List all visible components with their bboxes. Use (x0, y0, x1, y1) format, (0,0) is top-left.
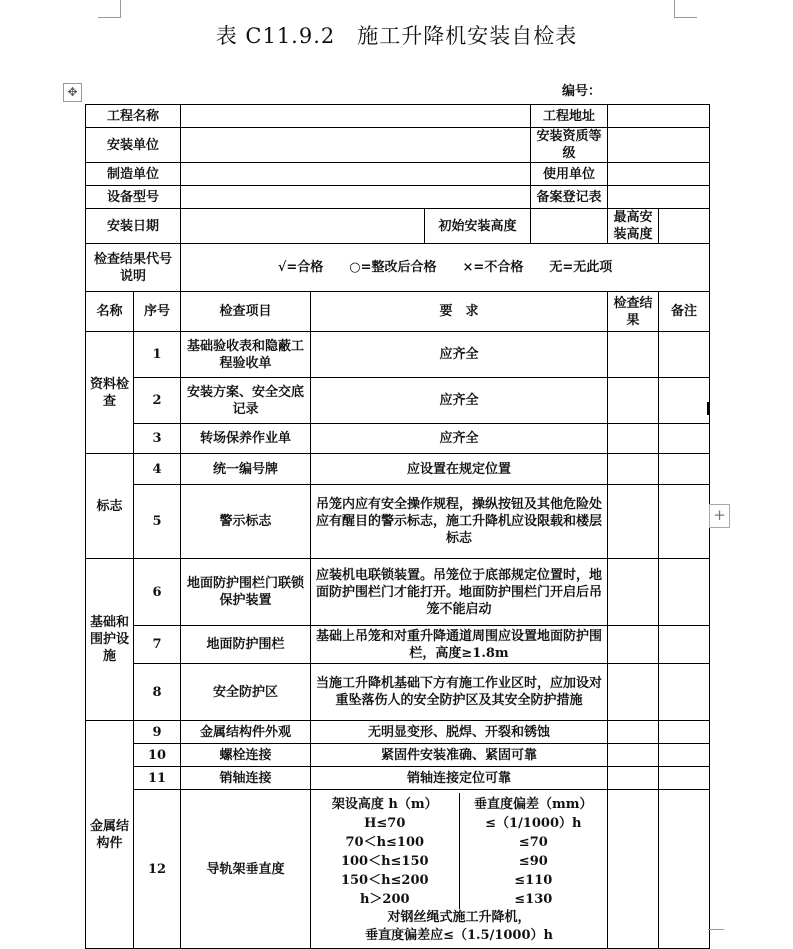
row-item: 导轨架垂直度 (181, 790, 311, 949)
row-requirement: 吊笼内应有安全操作规程，操纵按钮及其他危险处应有醒目的警示标志，施工升降机应设限载和楼层标志 (311, 485, 608, 559)
user-unit-value[interactable] (608, 163, 710, 186)
table-row (86, 454, 710, 485)
row-result-cell[interactable] (608, 378, 659, 424)
legend-fail: ×=不合格 (462, 260, 524, 275)
row-no: 1 (134, 332, 181, 378)
table-row (86, 664, 710, 721)
table-row (86, 559, 710, 626)
col-no: 序号 (134, 292, 181, 332)
deviation-column (459, 793, 607, 909)
col-result: 检查结果 (608, 292, 659, 332)
row-item: 地面防护围栏门联锁保护装置 (181, 559, 311, 626)
legend-fixed: ○=整改后合格 (349, 260, 437, 275)
deviation-limit: ≤（1/1000）h (485, 816, 582, 831)
user-unit-label: 使用单位 (531, 163, 608, 186)
row-result-cell[interactable] (608, 790, 659, 949)
installer-qualification-label: 安装资质等级 (531, 128, 608, 163)
group-metal: 金属结构件 (86, 721, 134, 949)
table-row (86, 790, 710, 949)
legend-na: 无=无此项 (549, 260, 613, 275)
row-remark-cell[interactable] (659, 664, 710, 721)
row-result-cell[interactable] (608, 485, 659, 559)
filing-record-value[interactable] (608, 186, 710, 209)
row-result-cell[interactable] (608, 664, 659, 721)
legend-row (86, 244, 710, 292)
height-column (311, 793, 459, 909)
document-title: 表 C11.9.2 施工升降机安装自检表 (215, 24, 578, 48)
row-remark-cell[interactable] (659, 485, 710, 559)
header-row-equipment (86, 186, 710, 209)
wire-rope-note-line2: 垂直度偏差应≤（1.5/1000）h (365, 928, 553, 943)
add-column-plus-icon[interactable]: + (709, 504, 730, 528)
row-remark-cell[interactable] (659, 424, 710, 454)
group-documents: 资料检查 (86, 332, 134, 454)
deviation-header: 垂直度偏差（mm） (474, 797, 593, 812)
header-row-project (86, 105, 710, 128)
height-range: 100＜h≤150 (340, 854, 429, 869)
group-signs: 标志 (86, 454, 134, 559)
row-remark-cell[interactable] (659, 767, 710, 790)
table-row (86, 424, 710, 454)
initial-height-label: 初始安装高度 (425, 209, 531, 244)
inspection-table (85, 104, 710, 949)
row-no: 3 (134, 424, 181, 454)
header-row-installer (86, 128, 710, 163)
deviation-limit: ≤110 (514, 873, 553, 888)
installer-value[interactable] (181, 128, 531, 163)
table-row (86, 626, 710, 664)
manufacturer-value[interactable] (181, 163, 531, 186)
row-no: 7 (134, 626, 181, 664)
deviation-limit: ≤90 (518, 854, 548, 869)
table-row (86, 744, 710, 767)
row-remark-cell[interactable] (659, 559, 710, 626)
table-row (86, 767, 710, 790)
row-item: 地面防护围栏 (181, 626, 311, 664)
row-requirement: 销轴连接定位可靠 (311, 767, 608, 790)
row-result-cell[interactable] (608, 332, 659, 378)
wire-rope-note-line1: 对钢丝绳式施工升降机， (387, 910, 531, 925)
row-no: 10 (134, 744, 181, 767)
project-name-value[interactable] (181, 105, 531, 128)
install-date-label: 安装日期 (86, 209, 181, 244)
row-item: 螺栓连接 (181, 744, 311, 767)
row-item: 安装方案、安全交底记录 (181, 378, 311, 424)
row-remark-cell[interactable] (659, 790, 710, 949)
height-range: 70＜h≤100 (345, 835, 425, 850)
height-range: H≤70 (364, 816, 406, 831)
row-result-cell[interactable] (608, 626, 659, 664)
row-no: 4 (134, 454, 181, 485)
row-no: 11 (134, 767, 181, 790)
row-no: 9 (134, 721, 181, 744)
height-range: 150＜h≤200 (340, 873, 429, 888)
project-name-label: 工程名称 (86, 105, 181, 128)
row-remark-cell[interactable] (659, 454, 710, 485)
row-no: 6 (134, 559, 181, 626)
crop-mark-top-left (98, 0, 121, 18)
row-requirement: 紧固件安装准确、紧固可靠 (311, 744, 608, 767)
row-result-cell[interactable] (608, 767, 659, 790)
table-row (86, 485, 710, 559)
column-header-row (86, 292, 710, 332)
row-requirement: 应齐全 (311, 424, 608, 454)
verticality-subtable (311, 793, 607, 945)
table-row (86, 378, 710, 424)
row-result-cell[interactable] (608, 454, 659, 485)
row-remark-cell[interactable] (659, 332, 710, 378)
filing-record-label: 备案登记表 (531, 186, 608, 209)
height-header: 架设高度 h（m） (331, 797, 438, 812)
row-requirement: 应齐全 (311, 332, 608, 378)
table-move-handle-icon[interactable]: ✥ (63, 83, 82, 102)
header-row-install-date (86, 209, 710, 244)
row-remark-cell[interactable] (659, 626, 710, 664)
col-requirement: 要 求 (311, 292, 608, 332)
row-result-cell[interactable] (608, 559, 659, 626)
group-foundation: 基础和围护设施 (86, 559, 134, 721)
col-name: 名称 (86, 292, 134, 332)
crop-mark-top-right (674, 0, 697, 18)
max-height-value[interactable] (659, 209, 710, 244)
row-no: 8 (134, 664, 181, 721)
equipment-model-label: 设备型号 (86, 186, 181, 209)
serial-number-label: 编号： (562, 84, 602, 99)
row-result-cell[interactable] (608, 721, 659, 744)
manufacturer-label: 制造单位 (86, 163, 181, 186)
deviation-limit: ≤130 (514, 892, 553, 907)
row-item: 转场保养作业单 (181, 424, 311, 454)
row-item: 基础验收表和隐蔽工程验收单 (181, 332, 311, 378)
legend-pass: √=合格 (277, 260, 324, 275)
deviation-limit: ≤70 (518, 835, 548, 850)
project-address-value[interactable] (608, 105, 710, 128)
installer-qualification-value[interactable] (608, 128, 710, 163)
row-item: 警示标志 (181, 485, 311, 559)
max-height-label: 最高安装高度 (608, 209, 659, 244)
row-requirement: 应设置在规定位置 (311, 454, 608, 485)
row-item: 金属结构件外观 (181, 721, 311, 744)
row-remark-cell[interactable] (659, 721, 710, 744)
row-no: 12 (134, 790, 181, 949)
col-item: 检查项目 (181, 292, 311, 332)
row-item: 销轴连接 (181, 767, 311, 790)
header-row-manufacturer (86, 163, 710, 186)
wire-rope-note (311, 909, 607, 945)
row-result-cell[interactable] (608, 744, 659, 767)
row-requirement: 当施工升降机基础下方有施工作业区时，应加设对重坠落伤人的安全防护区及其安全防护措施 (311, 664, 608, 721)
install-date-value[interactable] (181, 209, 425, 244)
row-item: 安全防护区 (181, 664, 311, 721)
verticality-requirement (311, 790, 608, 949)
legend-content (181, 244, 710, 292)
equipment-model-value[interactable] (181, 186, 531, 209)
col-remark: 备注 (659, 292, 710, 332)
table-row (86, 332, 710, 378)
row-result-cell[interactable] (608, 424, 659, 454)
row-requirement: 应装机电联锁装置。吊笼位于底部规定位置时，地面防护围栏门才能打开。地面防护围栏门开启后吊笼不能启动 (311, 559, 608, 626)
project-address-label: 工程地址 (531, 105, 608, 128)
row-item: 统一编号牌 (181, 454, 311, 485)
row-requirement: 无明显变形、脱焊、开裂和锈蚀 (311, 721, 608, 744)
initial-height-value[interactable] (531, 209, 608, 244)
text-cursor (707, 402, 709, 415)
row-remark-cell[interactable] (659, 744, 710, 767)
installer-label: 安装单位 (86, 128, 181, 163)
row-no: 2 (134, 378, 181, 424)
row-remark-cell[interactable] (659, 378, 710, 424)
table-row (86, 721, 710, 744)
height-range: h＞200 (359, 892, 410, 907)
legend-label: 检查结果代号说明 (86, 244, 181, 292)
row-no: 5 (134, 485, 181, 559)
row-requirement: 基础上吊笼和对重升降通道周围应设置地面防护围栏，高度≥1.8m (311, 626, 608, 664)
row-requirement: 应齐全 (311, 378, 608, 424)
